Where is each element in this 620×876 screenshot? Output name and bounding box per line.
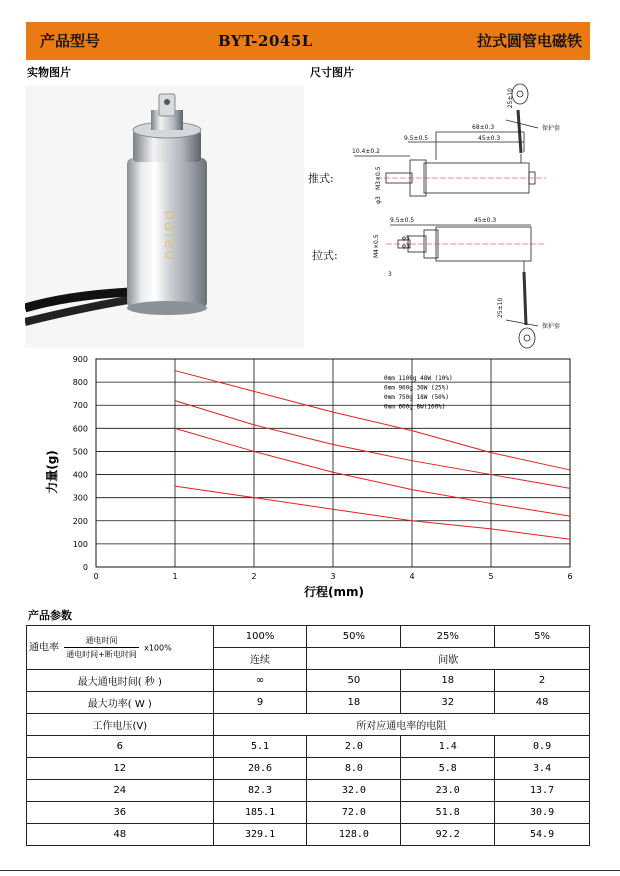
resistance-value: 13.7: [495, 780, 590, 802]
push-tip-dim: 10.4±0.2: [352, 148, 380, 155]
resistance-value: 5.1: [213, 736, 307, 758]
max-on-time-value: 18: [401, 670, 495, 692]
y-tick-label: 400: [72, 470, 88, 480]
max-on-time-label: 最大通电时间( 秒 ): [27, 670, 214, 692]
force-stroke-chart: [44, 352, 584, 602]
duty-cycle-row: [27, 626, 590, 648]
push-body-dim: 45±0.3: [478, 135, 501, 142]
pull-d2-dim: φ3: [402, 243, 410, 250]
voltage-value: 12: [27, 758, 214, 780]
duty-fraction: [64, 635, 139, 660]
push-pin-dim: φ3: [375, 196, 382, 204]
resistance-value: 3.4: [495, 758, 590, 780]
x-tick-label: 5: [488, 572, 494, 581]
resistance-value: 72.0: [307, 802, 401, 824]
max-on-time-value: 50: [307, 670, 401, 692]
duty-25: 25%: [401, 626, 495, 648]
resistance-value: 23.0: [401, 780, 495, 802]
resistance-value: 329.1: [213, 824, 307, 846]
resistance-label: 所对应通电率的电阻: [213, 714, 589, 736]
y-tick-label: 800: [72, 378, 88, 388]
dimension-drawing: [306, 80, 596, 355]
header-bar: [26, 22, 590, 60]
resistance-value: 20.6: [213, 758, 307, 780]
pull-pin-dim: 3: [388, 271, 392, 278]
pull-d1-dim: φ5: [402, 235, 410, 242]
push-type-label: 推式:: [308, 172, 334, 185]
parameters-table: [26, 625, 590, 846]
resistance-value: 1.4: [401, 736, 495, 758]
table-row: [27, 780, 590, 802]
bottom-rule: [0, 870, 620, 871]
drawing-section-label: 尺寸图片: [310, 66, 354, 79]
mode-continuous: 连续: [213, 648, 307, 670]
push-overall-dim: 68±0.3: [472, 124, 495, 131]
pull-sleeve-label: 保护套: [542, 323, 561, 330]
legend-entry: 0mm 1100g 48W (10%): [384, 375, 453, 382]
table-row: [27, 824, 590, 846]
push-sleeve-label: 保护套: [542, 125, 561, 132]
legend-entry: 0mm 750g 18W (50%): [384, 394, 450, 401]
max-power-value: 48: [495, 692, 590, 714]
resistance-value: 2.0: [307, 736, 401, 758]
resistance-value: 8.0: [307, 758, 401, 780]
duty-50: 50%: [307, 626, 401, 648]
push-shaft-dim: 9.5±0.5: [404, 135, 429, 142]
resistance-header-row: [27, 714, 590, 736]
y-tick-label: 0: [82, 563, 88, 572]
x-tick-label: 2: [251, 572, 257, 581]
pull-type-label: 拉式:: [312, 249, 338, 262]
resistance-value: 51.8: [401, 802, 495, 824]
brand-logo: baleo: [161, 210, 179, 262]
voltage-label: 工作电压(V): [27, 714, 214, 736]
mode-intermittent: 间歇: [307, 648, 590, 670]
x-tick-label: 4: [409, 572, 415, 581]
y-tick-label: 300: [72, 493, 88, 503]
y-tick-label: 600: [72, 424, 88, 434]
duty-multiplier: x100%: [144, 643, 172, 653]
max-power-value: 9: [213, 692, 307, 714]
duty-100: 100%: [213, 626, 307, 648]
y-tick-label: 200: [72, 516, 88, 526]
resistance-value: 54.9: [495, 824, 590, 846]
y-tick-label: 700: [72, 401, 88, 411]
product-photo: [25, 86, 304, 348]
resistance-value: 5.8: [401, 758, 495, 780]
x-tick-label: 3: [330, 572, 336, 581]
photo-section-label: 实物图片: [27, 66, 71, 79]
y-tick-label: 500: [72, 447, 88, 457]
resistance-value: 92.2: [401, 824, 495, 846]
duty-label: 通电率: [29, 642, 59, 654]
table-row: [27, 758, 590, 780]
legend-entry: 0mm 900g 30W (25%): [384, 384, 450, 392]
pull-body-dim: 45±0.3: [474, 217, 497, 224]
model-label: 产品型号: [40, 32, 101, 50]
max-power-row: [27, 692, 590, 714]
push-lead-dim: 25±10: [507, 88, 514, 109]
max-on-time-value: 2: [495, 670, 590, 692]
duty-5: 5%: [495, 626, 590, 648]
voltage-value: 24: [27, 780, 214, 802]
table-row: [27, 736, 590, 758]
max-power-value: 32: [401, 692, 495, 714]
duty-cycle-formula: [27, 626, 214, 670]
params-title: 产品参数: [28, 609, 72, 622]
pull-lead-dim: 25±10: [497, 297, 504, 318]
pull-shaft-dim: 9.5±0.5: [390, 217, 415, 224]
y-tick-label: 100: [72, 539, 88, 549]
duty-numerator: 通电时间: [64, 635, 139, 648]
voltage-value: 36: [27, 802, 214, 824]
voltage-value: 6: [27, 736, 214, 758]
duty-denominator: 通电时间+断电时间: [66, 650, 137, 659]
max-power-label: 最大功率( W ): [27, 692, 214, 714]
max-power-value: 18: [307, 692, 401, 714]
x-axis-label: 行程(mm): [304, 585, 364, 599]
product-name: 拉式圆管电磁铁: [476, 32, 582, 50]
x-tick-label: 6: [567, 572, 573, 581]
pull-thread-dim: M4×0.5: [373, 234, 380, 258]
y-axis-label: 力量(g): [45, 450, 59, 494]
max-on-time-row: [27, 670, 590, 692]
x-tick-label: 0: [93, 572, 99, 581]
resistance-value: 185.1: [213, 802, 307, 824]
resistance-value: 30.9: [495, 802, 590, 824]
x-tick-label: 1: [172, 572, 178, 581]
y-tick-label: 900: [72, 355, 88, 364]
legend-entry: 0mm 600g 8W(100%): [384, 403, 446, 411]
resistance-value: 0.9: [495, 736, 590, 758]
push-thread-dim: M3×0.5: [375, 166, 382, 190]
resistance-value: 128.0: [307, 824, 401, 846]
resistance-value: 82.3: [213, 780, 307, 802]
model-number: BYT-2045L: [218, 32, 313, 50]
table-row: [27, 802, 590, 824]
voltage-value: 48: [27, 824, 214, 846]
max-on-time-value: ∞: [213, 670, 307, 692]
resistance-value: 32.0: [307, 780, 401, 802]
